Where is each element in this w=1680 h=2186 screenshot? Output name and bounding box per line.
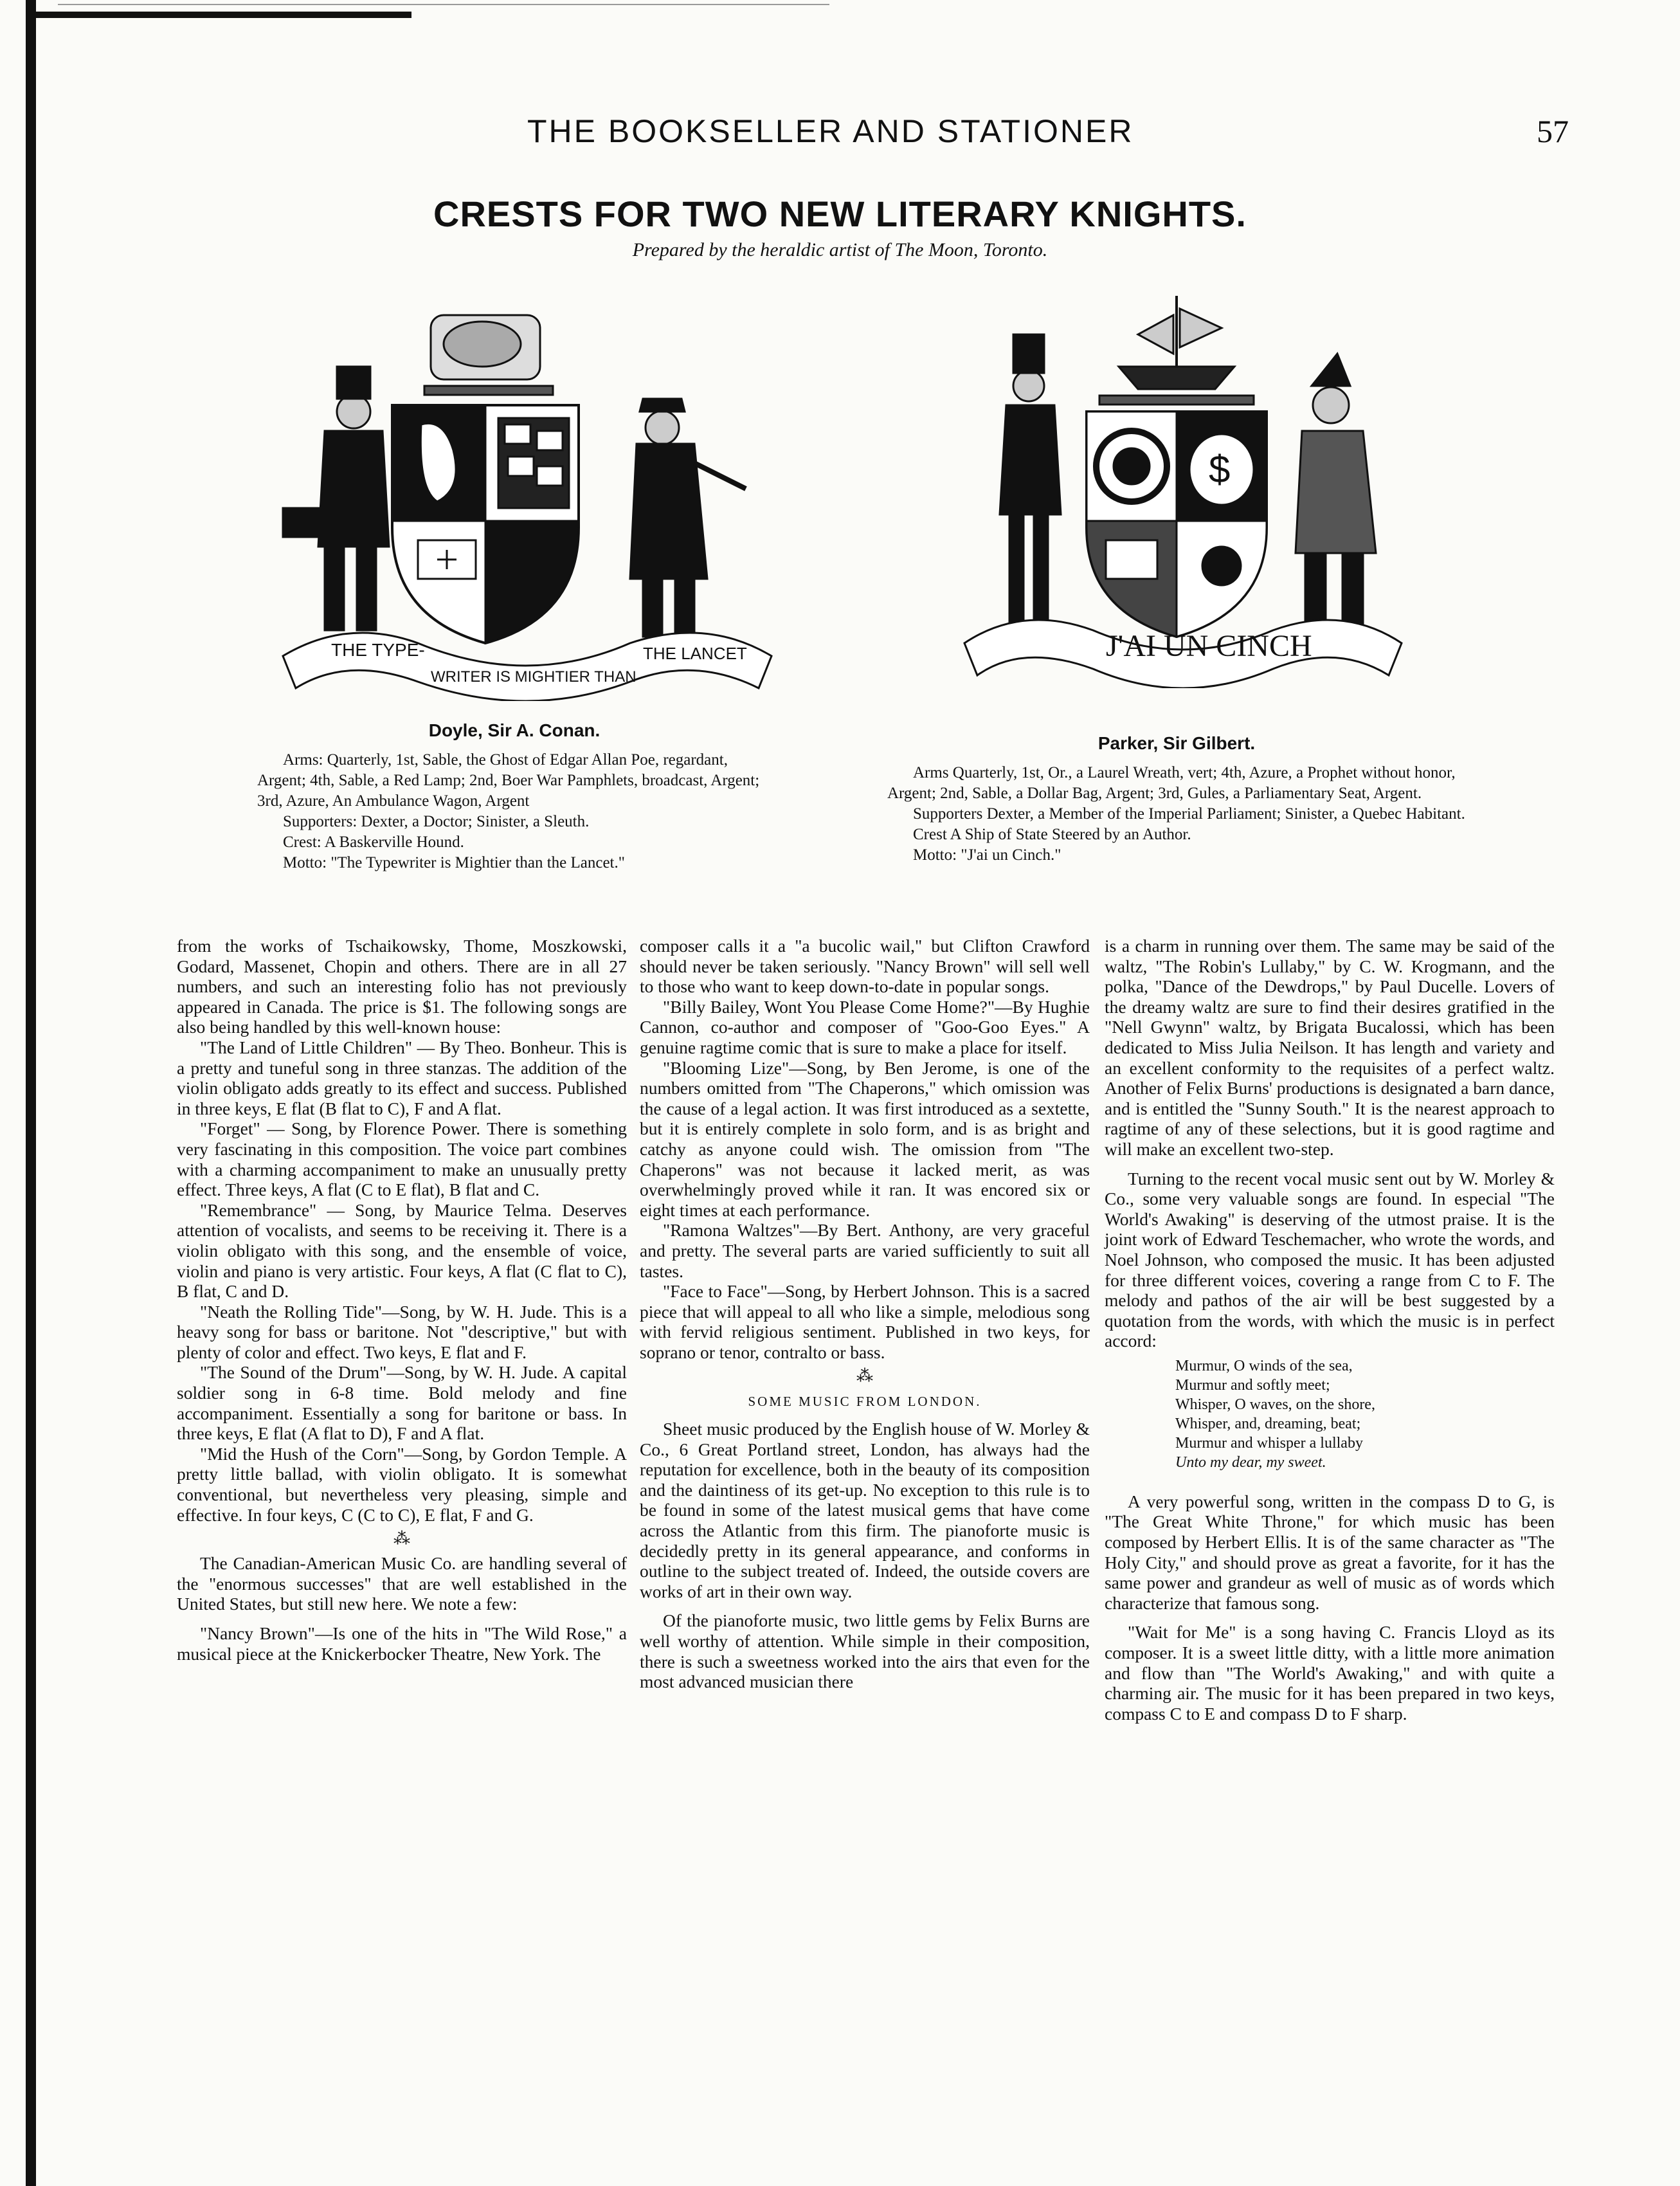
poem-line: Unto my dear, my sweet. bbox=[1175, 1453, 1326, 1471]
svg-text:$: $ bbox=[1209, 448, 1231, 491]
paragraph: "Remembrance" — Song, by Maurice Telma. Deserves attention of vocalists, and seems to be receiving it. There is a violin obligato with this song, and the ensemble of voice, violin and piano is very artistic. Four keys, A flat (C flat to C), B flat, C and D. bbox=[177, 1199, 627, 1302]
ribbon-text-right: THE LANCET bbox=[643, 644, 747, 663]
doyle-crest-text: Crest: A Baskerville Hound. bbox=[283, 833, 464, 851]
doyle-crest-svg bbox=[270, 296, 784, 701]
ribbon-text-mid: WRITER IS MIGHTIER THAN bbox=[431, 668, 637, 686]
column-3 bbox=[1105, 936, 1555, 1724]
paragraph: "The Land of Little Children" — By Theo. Bonheur. This is a pretty and tuneful song in three stanzas. The addition of the violin obligato adds greatly to its effect and success. Published in three keys, E flat (B flat to C), F and A flat. bbox=[177, 1037, 627, 1118]
paragraph: A very powerful song, written in the compass D to G, is "The Great White Throne," for which music has been composed by Herbert Ellis. It is of the same character as "The Holy City," and should prove as great a favorite, for it has the same power and grandeur as well of music as of words which characterize that famous song. bbox=[1105, 1491, 1555, 1613]
parker-crest-text: Crest A Ship of State Steered by an Author. bbox=[913, 826, 1191, 843]
poem-line: Whisper, O waves, on the shore, bbox=[1175, 1396, 1375, 1413]
poem-line: Murmur, O winds of the sea, bbox=[1175, 1357, 1353, 1374]
doyle-supporters: Supporters: Dexter, a Doctor; Sinister, a Sleuth. bbox=[283, 813, 590, 830]
parker-arms: Arms Quarterly, 1st, Or., a Laurel Wreath, vert; 4th, Azure, a Prophet without honor, Argent; 2nd, Sable, a Dollar Bag, Argent; 3rd, Gules, a Parliamentary Seat, Argent. bbox=[887, 764, 1456, 802]
doyle-caption bbox=[257, 720, 772, 873]
section-separator: ⁂ bbox=[393, 1529, 410, 1549]
article-title: CRESTS FOR TWO NEW LITERARY KNIGHTS. bbox=[433, 194, 1247, 234]
paragraph: composer calls it a "a bucolic wail," but Clifton Crawford should never be taken seriously. "Nancy Brown" will sell well to those who want to keep down-to-date in popular songs. bbox=[640, 936, 1090, 997]
paragraph: "Ramona Waltzes"—By Bert. Anthony, are very graceful and pretty. The several parts are varied sufficiently to suit all tastes. bbox=[640, 1220, 1090, 1281]
parker-crest-illustration bbox=[952, 283, 1414, 688]
doyle-arms: Arms: Quarterly, 1st, Sable, the Ghost of Edgar Allan Poe, regardant, Argent; 4th, Sable, a Red Lamp; 2nd, Boer War Pamphlets, broadcast, Argent; 3rd, Azure, An Ambulance Wagon, Argent bbox=[257, 751, 760, 810]
poem-line: Murmur and whisper a lullaby bbox=[1175, 1434, 1363, 1452]
section-heading: SOME MUSIC FROM LONDON. bbox=[748, 1394, 982, 1410]
parker-name: Parker, Sir Gilbert. bbox=[1097, 733, 1256, 753]
poem-line: Murmur and softly meet; bbox=[1175, 1376, 1330, 1394]
ship-crest-icon bbox=[1119, 367, 1234, 389]
paragraph: "Mid the Hush of the Corn"—Song, by Gordon Temple. A pretty little ballad, with violin obligato. It is somewhat conventional, but nevertheless very pleasing, simple and effective. In four keys, C (C to C), E flat, F and G. bbox=[177, 1443, 627, 1525]
paragraph: "Blooming Lize"—Song, by Ben Jerome, is one of the numbers omitted from "The Chaperons," which omission was the cause of a legal action. It was first introduced as a sextette, but it is entirely complete in solo form, and is as bright and catchy as anyone could wish. The omission from "The Chaperons" was not because it lacked merit, as was overwhelmingly proved while it ran. It was encored six or eight times at each performance. bbox=[640, 1057, 1090, 1220]
parker-crest-svg bbox=[952, 283, 1414, 688]
page-number: 57 bbox=[1537, 113, 1569, 149]
poem-line: Whisper, and, dreaming, beat; bbox=[1175, 1415, 1361, 1432]
ribbon-text: J'AI UN CINCH bbox=[1106, 629, 1312, 663]
paragraph: Turning to the recent vocal music sent out by W. Morley & Co., some very valuable songs are found. In especial "The World's Awaking" is deserving of the utmost praise. It is the joint work of Edward Teschemacher, who wrote the words, and Noel Johnson, who composed the music. It has been adjusted for three different voices, covering a range from C to F. The melody and pathos of the air will be best suggested by a quotation from the words, with which the music is in perfect accord: bbox=[1105, 1168, 1555, 1351]
page-header bbox=[527, 113, 1569, 158]
doyle-name: Doyle, Sir A. Conan. bbox=[428, 720, 601, 740]
column-2 bbox=[640, 936, 1090, 1692]
paragraph: Of the pianoforte music, two little gems by Felix Burns are well worthy of attention. While simple in their composition, there is such a sweetness worked into the airs that even for the most advanced musician there bbox=[640, 1610, 1090, 1692]
article-subtitle: Prepared by the heraldic artist of The Moon, Toronto. bbox=[632, 239, 1048, 260]
scan-margin-bar bbox=[26, 0, 36, 2186]
section-separator: ⁂ bbox=[856, 1367, 873, 1386]
paragraph: "Face to Face"—Song, by Herbert Johnson. This is a sacred piece that will appeal to all who like a simple, melodious song with fervid religious sentiment. Published in two keys, for soprano or tenor, contralto or bass. bbox=[640, 1281, 1090, 1362]
doyle-motto: Motto: "The Typewriter is Mightier than the Lancet." bbox=[283, 854, 625, 871]
parker-supporters: Supporters Dexter, a Member of the Imperial Parliament; Sinister, a Quebec Habitant. bbox=[913, 805, 1465, 823]
column-1 bbox=[177, 936, 627, 1664]
parker-caption bbox=[887, 733, 1466, 866]
paragraph: from the works of Tschaikowsky, Thome, Moszkowski, Godard, Massenet, Chopin and others. There are in all 27 numbers, and such an interesting folio has not previously appeared in Canada. The price is $1. The following songs are also being handled by this well-known house: bbox=[177, 936, 627, 1037]
paragraph: "Forget" — Song, by Florence Power. There is something very fascinating in this composition. The voice part combines with a charming accompaniment to make an unusually pretty effect. Three keys, A flat (C to E flat), B flat and C. bbox=[177, 1118, 627, 1200]
paragraph: "Billy Bailey, Wont You Please Come Home?"—By Hughie Cannon, co-author and composer of "Goo-Goo Eyes." A genuine ragtime comic that is sure to make a place for itself. bbox=[640, 996, 1090, 1057]
paragraph: Sheet music produced by the English house of W. Morley & Co., 6 Great Portland street, London, has always had the reputation for excellence, both in the beauty of its composition and the daintiness of its get-up. No exception to this rule is to be found in some of the latest musical gems that have come across the Atlantic from this firm. The pianoforte music is decidedly pretty in its general appearance, and conforms in outline to the subject treated of. Indeed, the outside covers are works of art in their own way. bbox=[640, 1419, 1090, 1601]
paragraph: is a charm in running over them. The same may be said of the waltz, "The Robin's Lullaby," by C. W. Krogmann, and the polka, "Dance of the Dewdrops," by Paul Ducelle. Lovers of the dreamy waltz are sure to find their desires gratified in the "Nell Gwynn" waltz, by Brigata Bucalossi, which has been dedicated to Miss Julia Neilson. It has length and variety and an excellent conformity to the requisites of a perfect waltz. Another of Felix Burns' productions is designated a barn dance, and is entitled the "Sunny South." It is the nearest approach to ragtime of any of these selections, but it is good ragtime and will make an excellent two-step. bbox=[1105, 936, 1555, 1159]
scan-top-bar bbox=[26, 12, 411, 18]
parker-motto: Motto: "J'ai un Cinch." bbox=[913, 846, 1061, 864]
doyle-crest-illustration bbox=[270, 296, 784, 701]
scan-top-line bbox=[58, 4, 829, 5]
paragraph: The Canadian-American Music Co. are handling several of the "enormous successes" that are well established in the United States, but still new here. We note a few: bbox=[177, 1553, 627, 1614]
paragraph: "Wait for Me" is a song having C. Francis Lloyd as its composer. It is a sweet little ditty, with a little more animation and flow than "The World's Awaking," and with quite a charming air. The music for it has been prepared in two keys, compass C to E and compass D to F sharp. bbox=[1105, 1622, 1555, 1724]
paragraph: "Nancy Brown"—Is one of the hits in "The Wild Rose," a musical piece at the Knickerbocker Theatre, New York. The bbox=[177, 1623, 627, 1664]
poem-quotation bbox=[1175, 1356, 1555, 1472]
paragraph: "Neath the Rolling Tide"—Song, by W. H. Jude. This is a heavy song for bass or baritone. Not "descriptive," but with plenty of color and effect. Two keys, E flat and F. bbox=[177, 1301, 627, 1362]
publication-title: THE BOOKSELLER AND STATIONER bbox=[527, 113, 1134, 149]
paragraph: "The Sound of the Drum"—Song, by W. H. Jude. A capital soldier song in 6-8 time. Bold melody and fine accompaniment. Essentially a song for baritone or bass. In three keys, E flat (A flat to D), F and A flat. bbox=[177, 1362, 627, 1444]
ribbon-text-left: THE TYPE- bbox=[331, 640, 425, 660]
